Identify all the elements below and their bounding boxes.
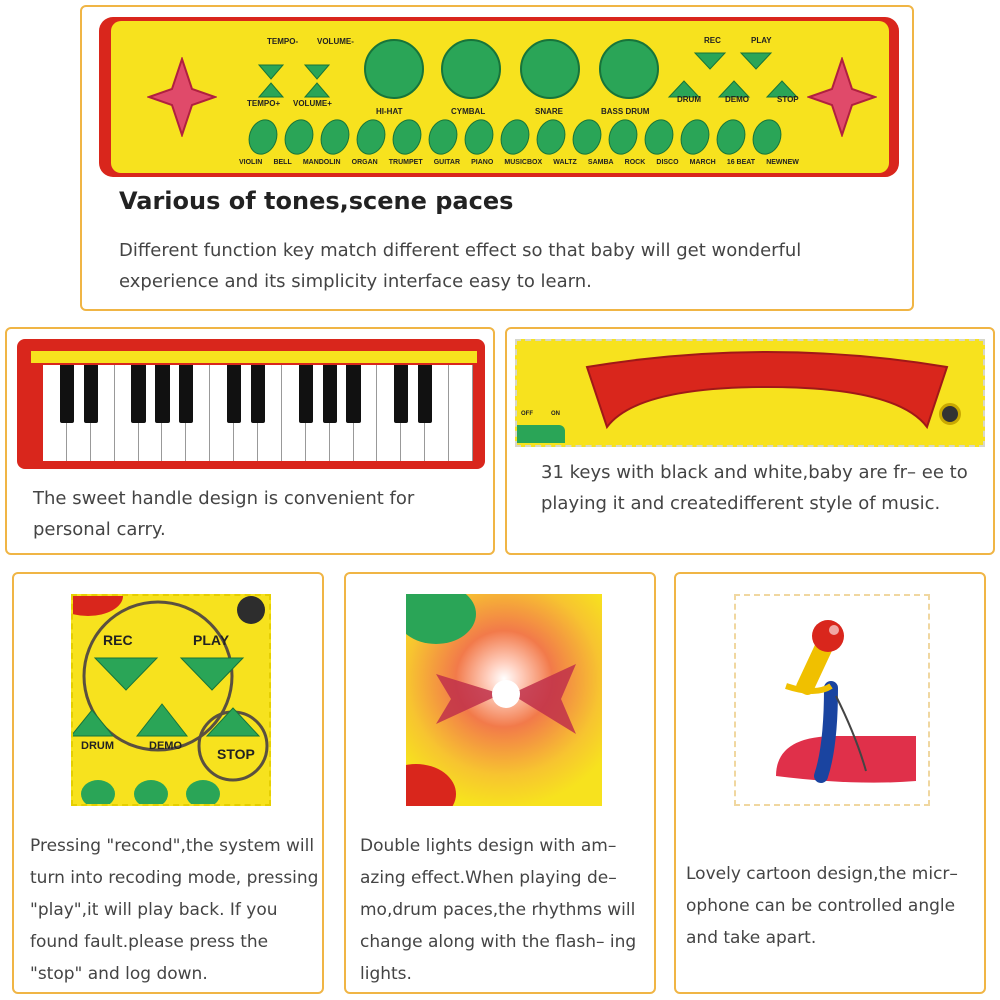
black-key — [299, 365, 313, 423]
play-label: PLAY — [751, 36, 772, 45]
panel-lights-body: Double lights design with am– azing effect.When playing de– mo,drum paces,the rhythms will change along with the flash– ing lights. — [360, 836, 637, 984]
rec-label: REC — [103, 632, 133, 648]
tone-labels-row — [239, 159, 799, 171]
panel-microphone — [674, 572, 986, 994]
drum-pad-hihat — [364, 39, 424, 99]
black-key — [346, 365, 360, 423]
tone-button — [388, 116, 426, 159]
record-buttons-photo — [71, 594, 271, 806]
tone-label: VIOLIN — [239, 159, 263, 166]
star-light-left-icon — [147, 57, 217, 137]
handle-photo — [515, 339, 985, 447]
panel-tones-body: Different function key match different effect so that baby will get wonderful experience and its simplicity interface easy to learn. — [119, 240, 802, 292]
black-key — [155, 365, 169, 423]
tone-button — [532, 116, 570, 159]
black-key — [179, 365, 193, 423]
tone-button — [424, 116, 462, 159]
snare-label: SNARE — [535, 107, 564, 116]
flash-light-photo — [406, 594, 602, 806]
cymbal-label: CYMBAL — [451, 107, 486, 116]
tone-label: DISCO — [656, 159, 679, 166]
control-panel-photo — [99, 17, 899, 177]
panel-lights — [344, 572, 656, 994]
demo-label: DEMO — [725, 95, 749, 104]
demo-label: DEMO — [149, 740, 182, 752]
black-key — [394, 365, 408, 423]
drum-label: DRUM — [81, 740, 114, 752]
panel-record-body: Pressing "recond",the system will turn into recoding mode, pressing "play",it will play back. If you found fault.please press the "stop" and log down. — [30, 836, 319, 984]
panel-tones-heading: Various of tones,scene paces — [119, 187, 514, 215]
tone-button — [316, 116, 354, 159]
panel-keys — [505, 327, 995, 555]
tone-button — [712, 116, 750, 159]
drum-label: DRUM — [677, 95, 701, 104]
rec-label: REC — [704, 36, 721, 45]
tone-button — [352, 116, 390, 159]
tone-button — [604, 116, 642, 159]
volume-minus-label: VOLUME- — [317, 37, 354, 46]
tone-button — [460, 116, 498, 159]
speaker-hole-icon — [939, 403, 961, 425]
hihat-label: HI-HAT — [376, 107, 403, 116]
tone-buttons-row — [249, 119, 789, 155]
bow-light-icon — [426, 644, 586, 744]
panel-keys-body: 31 keys with black and white,baby are fr– ee to playing it and createdifferent style of music. — [541, 462, 968, 514]
tone-label: MARCH — [689, 159, 716, 166]
tone-label: NEWNEW — [766, 159, 799, 166]
tone-label: ORGAN — [351, 159, 378, 166]
panel-tones — [80, 5, 914, 311]
carry-handle-icon — [577, 347, 957, 437]
keyboard-photo — [17, 339, 485, 469]
green-disc — [406, 594, 476, 644]
tone-button — [640, 116, 678, 159]
record-buttons-illustration — [73, 596, 271, 806]
microphone-photo — [734, 594, 930, 806]
tone-label: ROCK — [624, 159, 646, 166]
bass-drum-label: BASS DRUM — [601, 107, 650, 116]
stop-label: STOP — [217, 746, 255, 762]
tone-label: 16 BEAT — [726, 159, 756, 166]
tone-label: GUITAR — [433, 159, 461, 166]
tone-label: TRUMPET — [388, 159, 423, 166]
tone-label: MUSICBOX — [504, 159, 543, 166]
tone-button — [676, 116, 714, 159]
tone-button — [244, 116, 282, 159]
black-key — [227, 365, 241, 423]
tone-label: MANDOLIN — [302, 159, 341, 166]
black-key — [84, 365, 98, 423]
volume-plus-label: VOLUME+ — [293, 99, 332, 108]
panel-record — [12, 572, 324, 994]
drum-pad-bass — [599, 39, 659, 99]
on-label: ON — [551, 411, 560, 417]
black-key — [131, 365, 145, 423]
microphone-icon — [736, 596, 930, 806]
tone-label: WALTZ — [553, 159, 577, 166]
note-strip — [31, 351, 477, 363]
tempo-plus-label: TEMPO+ — [247, 99, 281, 108]
black-key — [323, 365, 337, 423]
tone-button — [568, 116, 606, 159]
panel-microphone-body: Lovely cartoon design,the micr– ophone can be controlled angle and take apart. — [686, 864, 958, 948]
tone-button — [280, 116, 318, 159]
drum-pad-snare — [520, 39, 580, 99]
tone-label: PIANO — [471, 159, 494, 166]
panel-handle — [5, 327, 495, 555]
drum-pad-cymbal — [441, 39, 501, 99]
off-label: OFF — [521, 411, 533, 417]
black-key — [418, 365, 432, 423]
tempo-minus-label: TEMPO- — [267, 37, 299, 46]
rec-play-buttons — [667, 45, 807, 101]
star-light-right-icon — [807, 57, 877, 137]
tone-label: SAMBA — [587, 159, 614, 166]
black-keys — [43, 365, 473, 423]
power-switch — [517, 425, 565, 443]
panel-handle-body: The sweet handle design is convenient for personal carry. — [33, 488, 415, 540]
black-key — [251, 365, 265, 423]
tempo-volume-buttons — [239, 45, 349, 105]
black-key — [60, 365, 74, 423]
tone-label: BELL — [273, 159, 292, 166]
tone-button — [748, 116, 786, 159]
red-edge — [406, 764, 456, 806]
play-label: PLAY — [193, 632, 230, 648]
stop-label: STOP — [777, 95, 799, 104]
tone-button — [496, 116, 534, 159]
